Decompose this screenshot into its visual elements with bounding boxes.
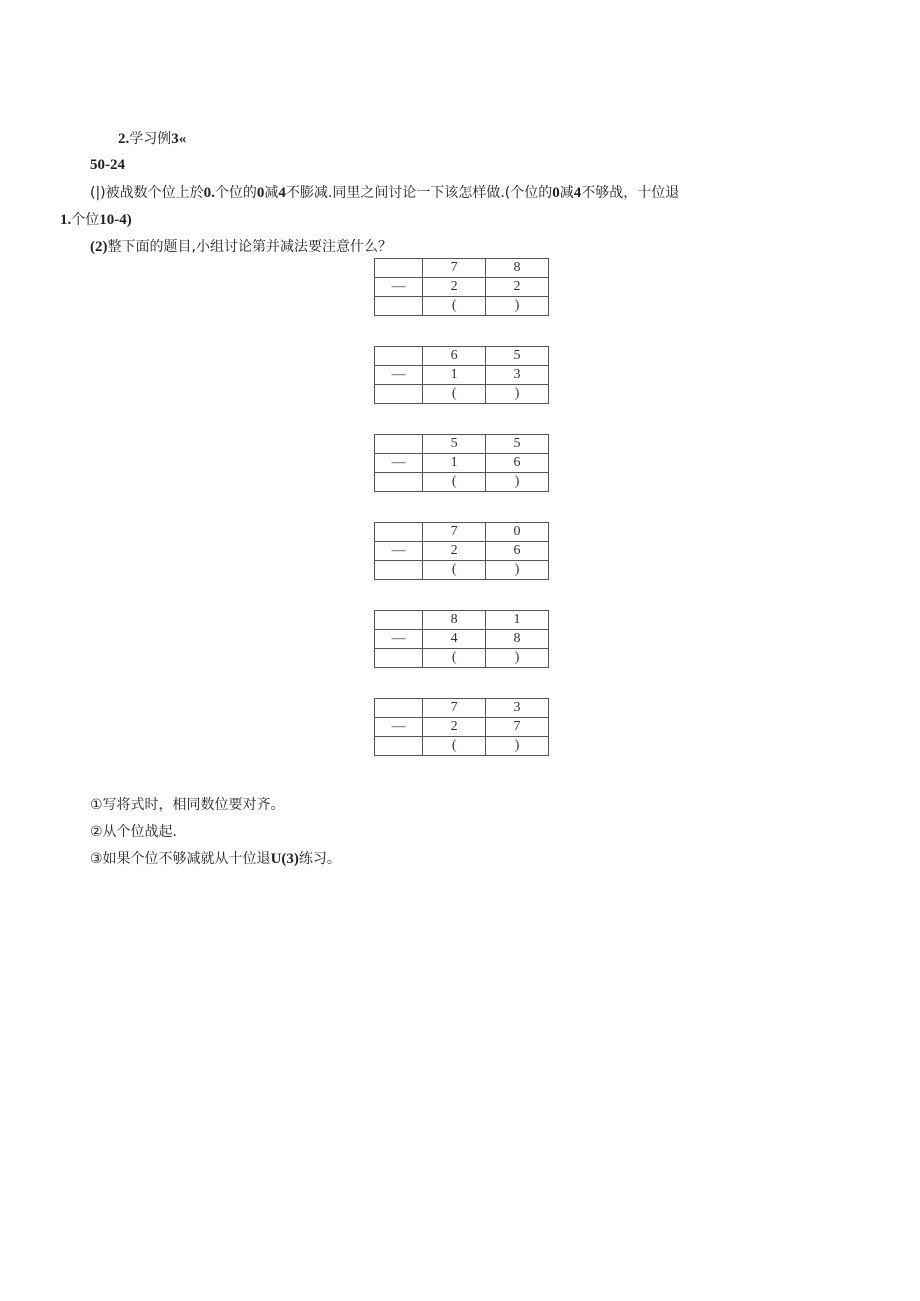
- tens-digit: 6: [423, 347, 486, 366]
- answer-open-paren: (: [423, 297, 486, 316]
- para1-lead: (|)被战数个位上於: [90, 185, 204, 201]
- subtrahend-row: [375, 454, 549, 473]
- answer-row: [375, 561, 549, 580]
- answer-close-paren: ): [486, 737, 549, 756]
- para1-text-5: 不够战，十位退: [581, 185, 680, 201]
- minus-sign: —: [375, 454, 423, 473]
- section-heading: [118, 130, 186, 148]
- subtraction-table: [374, 346, 549, 404]
- cell: [375, 737, 423, 756]
- answer-close-paren: ): [486, 649, 549, 668]
- ones-digit: 8: [486, 630, 549, 649]
- note-2: ②从个位战起.: [90, 824, 178, 840]
- answer-close-paren: ): [486, 561, 549, 580]
- ones-digit: 2: [486, 278, 549, 297]
- tens-digit: 7: [423, 259, 486, 278]
- subtrahend-row: [375, 630, 549, 649]
- para1-num-1: 0.: [203, 185, 215, 201]
- cell: [375, 297, 423, 316]
- minus-sign: —: [375, 366, 423, 385]
- subtraction-table: [374, 434, 549, 492]
- answer-close-paren: ): [486, 473, 549, 492]
- cell: [375, 699, 423, 718]
- ones-digit: 3: [486, 366, 549, 385]
- tens-digit: 2: [423, 278, 486, 297]
- ones-digit: 5: [486, 435, 549, 454]
- note-3: [90, 850, 341, 868]
- heading-suffix: 3«: [171, 131, 187, 147]
- para1-cont-text: 个位: [71, 212, 100, 228]
- answer-row: [375, 649, 549, 668]
- example-expression: 50-24: [90, 157, 125, 173]
- answer-row: [375, 297, 549, 316]
- subtrahend-row: [375, 366, 549, 385]
- para1-num-3: 4: [278, 185, 286, 201]
- paragraph-1-continued: [60, 211, 132, 229]
- tens-digit: 7: [423, 523, 486, 542]
- tens-digit: 8: [423, 611, 486, 630]
- subtrahend-row: [375, 718, 549, 737]
- para1-num-4: 0: [552, 185, 560, 201]
- minus-sign: —: [375, 718, 423, 737]
- ones-digit: 3: [486, 699, 549, 718]
- para2-num: (2): [90, 239, 108, 255]
- tens-digit: 4: [423, 630, 486, 649]
- note-3-text-1: ③如果个位不够减就从十位退: [90, 851, 271, 867]
- para1-text-1: 个位的: [214, 185, 257, 201]
- answer-open-paren: (: [423, 737, 486, 756]
- subtraction-table: [374, 610, 549, 668]
- answer-open-paren: (: [423, 649, 486, 668]
- para1-text-4: 减: [559, 185, 574, 201]
- note-3-num: U(3): [270, 851, 299, 867]
- subtrahend-row: [375, 542, 549, 561]
- tens-digit: 2: [423, 542, 486, 561]
- minuend-row: [375, 259, 549, 278]
- cell: [375, 347, 423, 366]
- answer-close-paren: ): [486, 385, 549, 404]
- note-1: ①写将式时，相同数位要对齐。: [90, 797, 285, 813]
- para1-cont-num-2: 10-4): [99, 212, 132, 228]
- ones-digit: 1: [486, 611, 549, 630]
- cell: [375, 561, 423, 580]
- para1-num-2: 0: [256, 185, 265, 201]
- cell: [375, 435, 423, 454]
- paragraph-1: [90, 184, 679, 202]
- answer-close-paren: ): [486, 297, 549, 316]
- minus-sign: —: [375, 278, 423, 297]
- para1-text-3: 不膨减.同里之间讨论一下该怎样做.(个位的: [285, 185, 553, 201]
- para2-text: 整下面的题目,小组讨论第并减法要注意什么？: [107, 239, 392, 255]
- minuend-row: [375, 699, 549, 718]
- answer-open-paren: (: [423, 561, 486, 580]
- ones-digit: 0: [486, 523, 549, 542]
- ones-digit: 6: [486, 454, 549, 473]
- cell: [375, 473, 423, 492]
- minuend-row: [375, 611, 549, 630]
- para1-num-5: 4: [573, 185, 582, 201]
- answer-row: [375, 473, 549, 492]
- tens-digit: 5: [423, 435, 486, 454]
- heading-number: 2.: [118, 131, 130, 147]
- subtraction-tables: [374, 258, 550, 786]
- minuend-row: [375, 347, 549, 366]
- ones-digit: 8: [486, 259, 549, 278]
- ones-digit: 6: [486, 542, 549, 561]
- paragraph-2: [90, 238, 392, 256]
- note-3-text-2: 练习。: [298, 851, 341, 867]
- tens-digit: 2: [423, 718, 486, 737]
- cell: [375, 611, 423, 630]
- cell: [375, 385, 423, 404]
- heading-text: 学习例: [129, 131, 172, 147]
- ones-digit: 7: [486, 718, 549, 737]
- subtrahend-row: [375, 278, 549, 297]
- cell: [375, 259, 423, 278]
- tens-digit: 7: [423, 699, 486, 718]
- minuend-row: [375, 435, 549, 454]
- cell: [375, 649, 423, 668]
- minus-sign: —: [375, 542, 423, 561]
- minus-sign: —: [375, 630, 423, 649]
- para1-text-2: 减: [264, 185, 279, 201]
- subtraction-table: [374, 698, 549, 756]
- answer-open-paren: (: [423, 385, 486, 404]
- tens-digit: 1: [423, 366, 486, 385]
- subtraction-table: [374, 258, 549, 316]
- answer-row: [375, 385, 549, 404]
- minuend-row: [375, 523, 549, 542]
- cell: [375, 523, 423, 542]
- para1-cont-num-1: 1.: [60, 212, 72, 228]
- answer-open-paren: (: [423, 473, 486, 492]
- subtraction-table: [374, 522, 549, 580]
- tens-digit: 1: [423, 454, 486, 473]
- answer-row: [375, 737, 549, 756]
- ones-digit: 5: [486, 347, 549, 366]
